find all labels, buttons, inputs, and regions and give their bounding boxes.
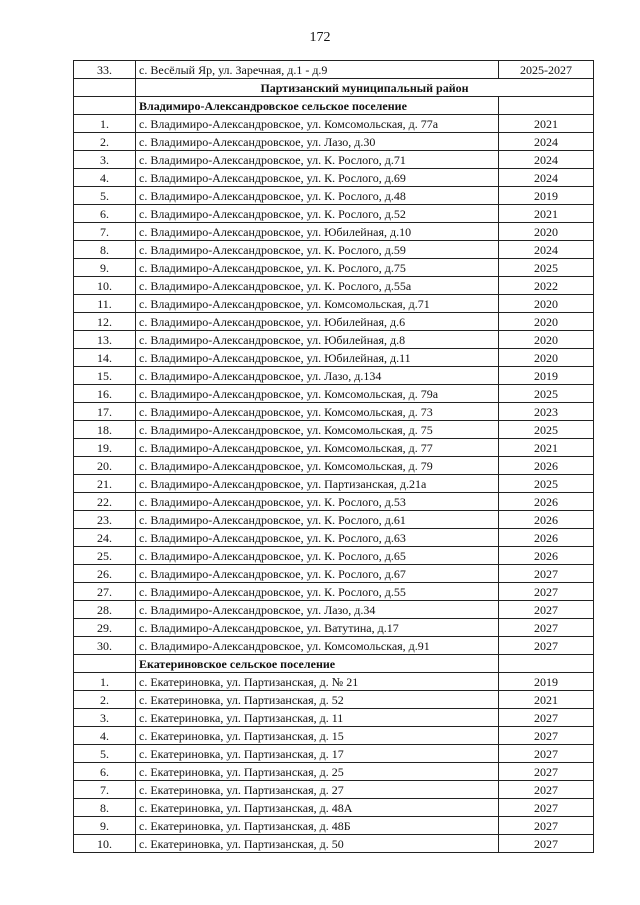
table-row xyxy=(74,547,594,565)
section-empty-cell xyxy=(74,79,136,97)
row-address: с. Владимиро-Александровское, ул. Лазо, д.34 xyxy=(136,601,499,619)
row-address: с. Екатериновка, ул. Партизанская, д. 50 xyxy=(136,835,499,853)
row-year: 2022 xyxy=(499,277,594,295)
table-row xyxy=(74,241,594,259)
row-number: 3. xyxy=(74,709,136,727)
row-number: 20. xyxy=(74,457,136,475)
row-number: 5. xyxy=(74,745,136,763)
row-address: с. Владимиро-Александровское, ул. К. Рослого, д.69 xyxy=(136,169,499,187)
table-row xyxy=(74,367,594,385)
row-year: 2020 xyxy=(499,295,594,313)
row-year: 2027 xyxy=(499,565,594,583)
table-row xyxy=(74,115,594,133)
row-address: с. Владимиро-Александровское, ул. К. Рослого, д.53 xyxy=(136,493,499,511)
row-address: с. Владимиро-Александровское, ул. Комсомольская, д. 77а xyxy=(136,115,499,133)
table-row xyxy=(74,745,594,763)
row-number: 30. xyxy=(74,637,136,655)
row-year: 2025 xyxy=(499,475,594,493)
section-row xyxy=(74,79,594,97)
table-row xyxy=(74,565,594,583)
row-address: с. Владимиро-Александровское, ул. Юбилейная, д.11 xyxy=(136,349,499,367)
row-address: с. Владимиро-Александровское, ул. Партизанская, д.21а xyxy=(136,475,499,493)
row-address: с. Владимиро-Александровское, ул. Комсомольская, д. 79а xyxy=(136,385,499,403)
row-number: 27. xyxy=(74,583,136,601)
table-row xyxy=(74,457,594,475)
row-address: с. Владимиро-Александровское, ул. К. Рослого, д.67 xyxy=(136,565,499,583)
table-body xyxy=(74,61,594,853)
row-number: 21. xyxy=(74,475,136,493)
table-row xyxy=(74,619,594,637)
row-address: с. Владимиро-Александровское, ул. К. Рослого, д.59 xyxy=(136,241,499,259)
row-address: с. Екатериновка, ул. Партизанская, д. 48А xyxy=(136,799,499,817)
row-address: с. Владимиро-Александровское, ул. К. Рослого, д.55 xyxy=(136,583,499,601)
row-number: 9. xyxy=(74,817,136,835)
row-address: с. Екатериновка, ул. Партизанская, д. 25 xyxy=(136,763,499,781)
row-year: 2027 xyxy=(499,727,594,745)
table-row xyxy=(74,781,594,799)
row-year: 2021 xyxy=(499,439,594,457)
row-number: 13. xyxy=(74,331,136,349)
row-year: 2025 xyxy=(499,421,594,439)
row-number: 1. xyxy=(74,673,136,691)
row-number: 11. xyxy=(74,295,136,313)
section-title: Партизанский муниципальный район xyxy=(136,79,594,97)
row-address: с. Владимиро-Александровское, ул. Юбилейная, д.8 xyxy=(136,331,499,349)
row-number: 16. xyxy=(74,385,136,403)
row-number: 8. xyxy=(74,241,136,259)
row-year: 2020 xyxy=(499,331,594,349)
row-number: 5. xyxy=(74,187,136,205)
table-row xyxy=(74,313,594,331)
table-row xyxy=(74,349,594,367)
table-row xyxy=(74,835,594,853)
row-address: с. Владимиро-Александровское, ул. Ватутина, д.17 xyxy=(136,619,499,637)
row-address: с. Владимиро-Александровское, ул. Юбилейная, д.6 xyxy=(136,313,499,331)
row-year: 2027 xyxy=(499,601,594,619)
subsection-empty-cell xyxy=(499,97,594,115)
table-row xyxy=(74,187,594,205)
row-year: 2019 xyxy=(499,187,594,205)
row-number: 18. xyxy=(74,421,136,439)
row-year: 2025-2027 xyxy=(499,61,594,79)
table-row xyxy=(74,439,594,457)
row-year: 2020 xyxy=(499,223,594,241)
row-year: 2019 xyxy=(499,367,594,385)
table-row xyxy=(74,295,594,313)
page-number: 172 xyxy=(309,30,331,45)
row-year: 2024 xyxy=(499,151,594,169)
table-row xyxy=(74,691,594,709)
row-address: с. Владимиро-Александровское, ул. К. Рослого, д.75 xyxy=(136,259,499,277)
row-address: с. Екатериновка, ул. Партизанская, д. 17 xyxy=(136,745,499,763)
row-number: 6. xyxy=(74,763,136,781)
row-number: 33. xyxy=(74,61,136,79)
row-year: 2026 xyxy=(499,457,594,475)
table-row xyxy=(74,601,594,619)
row-address: с. Владимиро-Александровское, ул. Комсомольская, д.91 xyxy=(136,637,499,655)
table-row xyxy=(74,763,594,781)
table-row xyxy=(74,61,594,79)
row-number: 25. xyxy=(74,547,136,565)
row-number: 19. xyxy=(74,439,136,457)
subsection-empty-cell xyxy=(74,97,136,115)
row-year: 2027 xyxy=(499,799,594,817)
row-year: 2027 xyxy=(499,763,594,781)
row-year: 2020 xyxy=(499,313,594,331)
row-address: с. Владимиро-Александровское, ул. К. Рослого, д.52 xyxy=(136,205,499,223)
row-year: 2024 xyxy=(499,241,594,259)
row-address: с. Весёлый Яр, ул. Заречная, д.1 - д.9 xyxy=(136,61,499,79)
row-number: 10. xyxy=(74,277,136,295)
row-year: 2026 xyxy=(499,529,594,547)
table-row xyxy=(74,331,594,349)
table-row xyxy=(74,259,594,277)
table-row xyxy=(74,475,594,493)
table-row xyxy=(74,493,594,511)
row-address: с. Владимиро-Александровское, ул. К. Рослого, д.61 xyxy=(136,511,499,529)
row-number: 10. xyxy=(74,835,136,853)
row-year: 2027 xyxy=(499,637,594,655)
row-year: 2024 xyxy=(499,133,594,151)
row-number: 8. xyxy=(74,799,136,817)
row-address: с. Екатериновка, ул. Партизанская, д. 11 xyxy=(136,709,499,727)
table-row xyxy=(74,799,594,817)
row-year: 2027 xyxy=(499,835,594,853)
row-number: 26. xyxy=(74,565,136,583)
housing-table xyxy=(73,60,594,853)
subsection-title: Екатериновское сельское поселение xyxy=(136,655,499,673)
row-number: 24. xyxy=(74,529,136,547)
table-row xyxy=(74,205,594,223)
row-number: 2. xyxy=(74,133,136,151)
row-address: с. Владимиро-Александровское, ул. Комсомольская, д. 77 xyxy=(136,439,499,457)
row-year: 2025 xyxy=(499,259,594,277)
table-row xyxy=(74,277,594,295)
row-address: с. Екатериновка, ул. Партизанская, д. 48Б xyxy=(136,817,499,835)
table-row xyxy=(74,421,594,439)
row-year: 2026 xyxy=(499,493,594,511)
table-row xyxy=(74,709,594,727)
row-address: с. Владимиро-Александровское, ул. Комсомольская, д. 75 xyxy=(136,421,499,439)
row-address: с. Владимиро-Александровское, ул. Комсомольская, д. 79 xyxy=(136,457,499,475)
subsection-row xyxy=(74,97,594,115)
row-number: 14. xyxy=(74,349,136,367)
row-year: 2021 xyxy=(499,205,594,223)
row-year: 2027 xyxy=(499,781,594,799)
row-number: 15. xyxy=(74,367,136,385)
row-number: 22. xyxy=(74,493,136,511)
row-address: с. Владимиро-Александровское, ул. Лазо, д.30 xyxy=(136,133,499,151)
row-number: 7. xyxy=(74,781,136,799)
table-row xyxy=(74,817,594,835)
row-number: 12. xyxy=(74,313,136,331)
row-year: 2025 xyxy=(499,385,594,403)
row-address: с. Екатериновка, ул. Партизанская, д. 15 xyxy=(136,727,499,745)
row-number: 6. xyxy=(74,205,136,223)
row-address: с. Владимиро-Александровское, ул. К. Рослого, д.71 xyxy=(136,151,499,169)
row-address: с. Владимиро-Александровское, ул. Юбилейная, д.10 xyxy=(136,223,499,241)
table-row xyxy=(74,169,594,187)
row-number: 9. xyxy=(74,259,136,277)
row-year: 2021 xyxy=(499,691,594,709)
row-year: 2019 xyxy=(499,673,594,691)
row-address: с. Владимиро-Александровское, ул. К. Рослого, д.65 xyxy=(136,547,499,565)
row-number: 4. xyxy=(74,169,136,187)
row-year: 2027 xyxy=(499,817,594,835)
subsection-empty-cell xyxy=(74,655,136,673)
row-address: с. Екатериновка, ул. Партизанская, д. № 21 xyxy=(136,673,499,691)
row-address: с. Владимиро-Александровское, ул. Лазо, д.134 xyxy=(136,367,499,385)
row-number: 7. xyxy=(74,223,136,241)
subsection-title: Владимиро-Александровское сельское поселение xyxy=(136,97,499,115)
row-address: с. Владимиро-Александровское, ул. Комсомольская, д. 73 xyxy=(136,403,499,421)
row-address: с. Владимиро-Александровское, ул. К. Рослого, д.48 xyxy=(136,187,499,205)
table-row xyxy=(74,385,594,403)
row-year: 2027 xyxy=(499,745,594,763)
row-number: 28. xyxy=(74,601,136,619)
row-number: 3. xyxy=(74,151,136,169)
row-year: 2024 xyxy=(499,169,594,187)
table-row xyxy=(74,223,594,241)
row-year: 2027 xyxy=(499,619,594,637)
row-year: 2026 xyxy=(499,511,594,529)
table-row xyxy=(74,133,594,151)
row-address: с. Владимиро-Александровское, ул. К. Рослого, д.63 xyxy=(136,529,499,547)
row-year: 2021 xyxy=(499,115,594,133)
table-row xyxy=(74,529,594,547)
row-year: 2023 xyxy=(499,403,594,421)
table-row xyxy=(74,673,594,691)
row-year: 2026 xyxy=(499,547,594,565)
subsection-empty-cell xyxy=(499,655,594,673)
row-number: 29. xyxy=(74,619,136,637)
table-row xyxy=(74,151,594,169)
row-address: с. Владимиро-Александровское, ул. К. Рослого, д.55а xyxy=(136,277,499,295)
row-number: 23. xyxy=(74,511,136,529)
table-row xyxy=(74,403,594,421)
table-row xyxy=(74,511,594,529)
subsection-row xyxy=(74,655,594,673)
row-address: с. Екатериновка, ул. Партизанская, д. 52 xyxy=(136,691,499,709)
table-row xyxy=(74,583,594,601)
row-number: 1. xyxy=(74,115,136,133)
row-number: 17. xyxy=(74,403,136,421)
row-number: 2. xyxy=(74,691,136,709)
row-address: с. Владимиро-Александровское, ул. Комсомольская, д.71 xyxy=(136,295,499,313)
row-number: 4. xyxy=(74,727,136,745)
row-address: с. Екатериновка, ул. Партизанская, д. 27 xyxy=(136,781,499,799)
table-row xyxy=(74,637,594,655)
row-year: 2020 xyxy=(499,349,594,367)
row-year: 2027 xyxy=(499,583,594,601)
table-row xyxy=(74,727,594,745)
row-year: 2027 xyxy=(499,709,594,727)
